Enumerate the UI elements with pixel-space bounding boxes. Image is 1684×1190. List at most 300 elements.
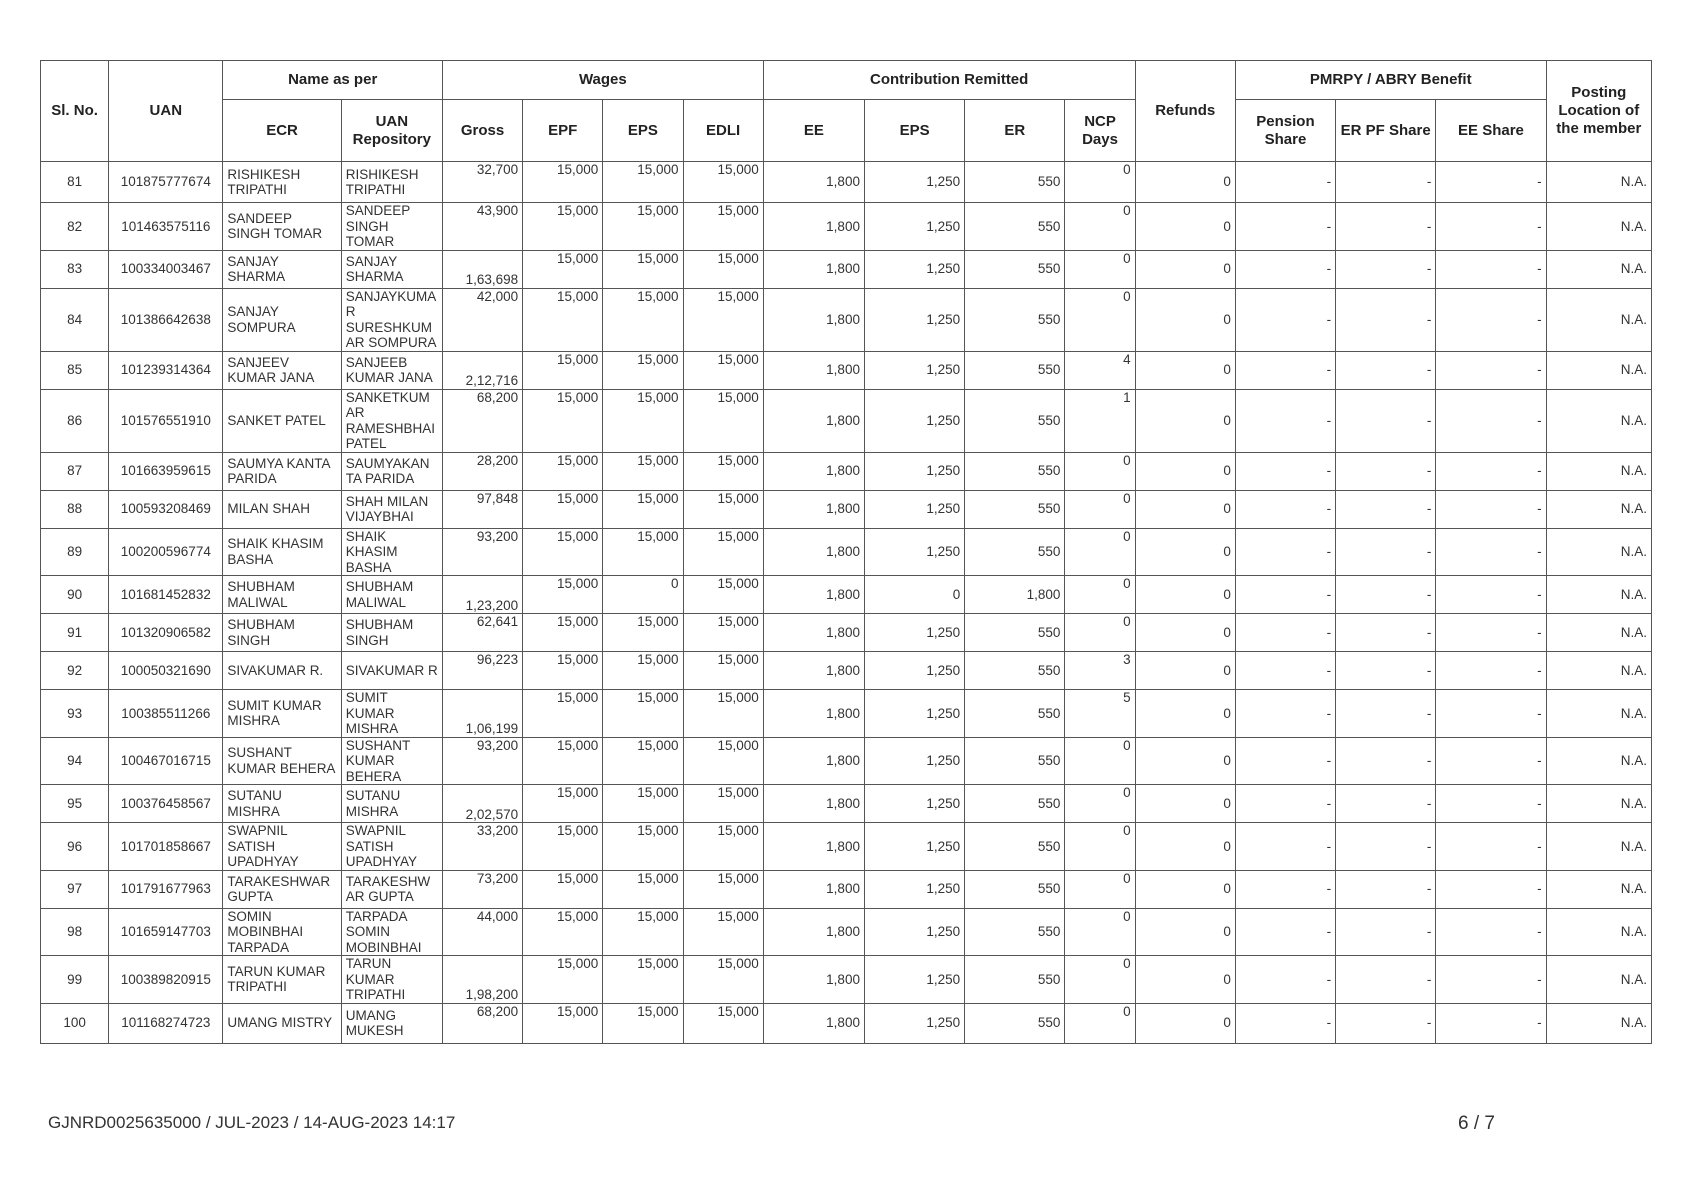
cell-ee-share: - — [1436, 870, 1546, 908]
cell-edli: 15,000 — [683, 389, 763, 452]
cell-ee: 1,800 — [763, 162, 864, 203]
cell-uan-repository-name: SAUMYAKAN TA PARIDA — [341, 452, 442, 490]
cell-pension-share: - — [1235, 908, 1335, 956]
cell-er-pf-share: - — [1336, 351, 1436, 389]
cell-epf: 15,000 — [523, 652, 603, 690]
cell-gross: 2,12,716 — [442, 351, 522, 389]
cell-ee: 1,800 — [763, 737, 864, 785]
cell-ecr-name: SANDEEP SINGH TOMAR — [223, 203, 341, 251]
cell-pension-share: - — [1235, 250, 1335, 288]
cell-er-pf-share: - — [1336, 203, 1436, 251]
table-row — [41, 690, 1652, 738]
cell-ee-share: - — [1436, 452, 1546, 490]
cell-ncp-days: 0 — [1065, 250, 1135, 288]
cell-refunds: 0 — [1135, 870, 1235, 908]
cell-ee: 1,800 — [763, 250, 864, 288]
cell-eps: 15,000 — [603, 490, 683, 528]
cell-posting-location: N.A. — [1546, 908, 1651, 956]
cell-gross: 43,900 — [442, 203, 522, 251]
cell-er-pf-share: - — [1336, 490, 1436, 528]
cell-epf: 15,000 — [523, 956, 603, 1004]
cell-sl-no: 82 — [41, 203, 109, 251]
cell-edli: 15,000 — [683, 203, 763, 251]
cell-er: 550 — [965, 785, 1065, 823]
cell-eps: 15,000 — [603, 1003, 683, 1043]
cell-er: 550 — [965, 528, 1065, 576]
header-posting-location: Posting Location of the member — [1546, 61, 1651, 162]
cell-ncp-days: 0 — [1065, 162, 1135, 203]
cell-posting-location: N.A. — [1546, 528, 1651, 576]
cell-er: 550 — [965, 908, 1065, 956]
cell-ecr-name: TARAKESHWAR GUPTA — [223, 870, 341, 908]
cell-er: 550 — [965, 737, 1065, 785]
cell-eps: 15,000 — [603, 452, 683, 490]
table-body — [41, 162, 1652, 1044]
cell-gross: 97,848 — [442, 490, 522, 528]
cell-ncp-days: 0 — [1065, 452, 1135, 490]
cell-ee-share: - — [1436, 528, 1546, 576]
cell-epf: 15,000 — [523, 690, 603, 738]
cell-eps-contribution: 1,250 — [864, 1003, 964, 1043]
cell-refunds: 0 — [1135, 203, 1235, 251]
cell-posting-location: N.A. — [1546, 785, 1651, 823]
cell-eps-contribution: 1,250 — [864, 490, 964, 528]
cell-ee-share: - — [1436, 389, 1546, 452]
cell-gross: 32,700 — [442, 162, 522, 203]
cell-sl-no: 92 — [41, 652, 109, 690]
cell-uan: 101681452832 — [109, 576, 223, 614]
cell-ee: 1,800 — [763, 203, 864, 251]
cell-pension-share: - — [1235, 389, 1335, 452]
cell-sl-no: 96 — [41, 823, 109, 871]
cell-ee: 1,800 — [763, 389, 864, 452]
cell-gross: 93,200 — [442, 737, 522, 785]
cell-eps-contribution: 1,250 — [864, 614, 964, 652]
cell-ecr-name: SHUBHAM MALIWAL — [223, 576, 341, 614]
cell-posting-location: N.A. — [1546, 250, 1651, 288]
cell-pension-share: - — [1235, 528, 1335, 576]
cell-gross: 33,200 — [442, 823, 522, 871]
cell-eps: 15,000 — [603, 614, 683, 652]
cell-ee: 1,800 — [763, 652, 864, 690]
cell-uan-repository-name: UMANG MUKESH — [341, 1003, 442, 1043]
document-reference: GJNRD0025635000 / JUL-2023 / 14-AUG-2023 14:17 — [48, 1113, 456, 1132]
cell-er-pf-share: - — [1336, 288, 1436, 351]
cell-er-pf-share: - — [1336, 652, 1436, 690]
cell-eps-contribution: 1,250 — [864, 908, 964, 956]
cell-ecr-name: SHAIK KHASIM BASHA — [223, 528, 341, 576]
cell-ee-share: - — [1436, 490, 1546, 528]
cell-sl-no: 100 — [41, 1003, 109, 1043]
cell-epf: 15,000 — [523, 490, 603, 528]
cell-eps-contribution: 1,250 — [864, 823, 964, 871]
cell-uan-repository-name: TARAKESHW AR GUPTA — [341, 870, 442, 908]
cell-pension-share: - — [1235, 823, 1335, 871]
cell-er-pf-share: - — [1336, 528, 1436, 576]
cell-gross: 2,02,570 — [442, 785, 522, 823]
cell-er-pf-share: - — [1336, 823, 1436, 871]
cell-edli: 15,000 — [683, 614, 763, 652]
cell-gross: 68,200 — [442, 1003, 522, 1043]
header-ee: EE — [763, 100, 864, 162]
cell-ee-share: - — [1436, 785, 1546, 823]
cell-eps-contribution: 1,250 — [864, 288, 964, 351]
cell-uan: 100389820915 — [109, 956, 223, 1004]
cell-eps: 15,000 — [603, 690, 683, 738]
cell-ee: 1,800 — [763, 490, 864, 528]
cell-ee-share: - — [1436, 956, 1546, 1004]
cell-refunds: 0 — [1135, 1003, 1235, 1043]
cell-eps: 15,000 — [603, 652, 683, 690]
cell-ncp-days: 0 — [1065, 490, 1135, 528]
cell-er: 550 — [965, 250, 1065, 288]
cell-er: 550 — [965, 452, 1065, 490]
cell-uan: 101875777674 — [109, 162, 223, 203]
cell-uan: 101463575116 — [109, 203, 223, 251]
cell-sl-no: 85 — [41, 351, 109, 389]
cell-epf: 15,000 — [523, 870, 603, 908]
cell-uan: 101320906582 — [109, 614, 223, 652]
cell-ncp-days: 4 — [1065, 351, 1135, 389]
cell-gross: 62,641 — [442, 614, 522, 652]
header-uan: UAN — [109, 61, 223, 162]
cell-edli: 15,000 — [683, 162, 763, 203]
cell-ncp-days: 0 — [1065, 1003, 1135, 1043]
cell-ncp-days: 0 — [1065, 908, 1135, 956]
cell-pension-share: - — [1235, 203, 1335, 251]
cell-er-pf-share: - — [1336, 785, 1436, 823]
cell-posting-location: N.A. — [1546, 576, 1651, 614]
cell-sl-no: 83 — [41, 250, 109, 288]
cell-ee-share: - — [1436, 351, 1546, 389]
cell-ee: 1,800 — [763, 823, 864, 871]
cell-er: 550 — [965, 823, 1065, 871]
cell-ecr-name: MILAN SHAH — [223, 490, 341, 528]
cell-eps: 15,000 — [603, 288, 683, 351]
cell-ee-share: - — [1436, 908, 1546, 956]
cell-uan: 101576551910 — [109, 389, 223, 452]
cell-uan: 101659147703 — [109, 908, 223, 956]
cell-uan: 100050321690 — [109, 652, 223, 690]
cell-refunds: 0 — [1135, 690, 1235, 738]
cell-refunds: 0 — [1135, 250, 1235, 288]
header-wages: Wages — [442, 61, 763, 100]
cell-uan-repository-name: SHAIK KHASIM BASHA — [341, 528, 442, 576]
cell-sl-no: 98 — [41, 908, 109, 956]
cell-ee: 1,800 — [763, 785, 864, 823]
cell-eps: 15,000 — [603, 737, 683, 785]
cell-uan: 101386642638 — [109, 288, 223, 351]
cell-ecr-name: SUSHANT KUMAR BEHERA — [223, 737, 341, 785]
header-pmrpy-abry: PMRPY / ABRY Benefit — [1235, 61, 1546, 100]
cell-refunds: 0 — [1135, 490, 1235, 528]
cell-sl-no: 91 — [41, 614, 109, 652]
cell-er: 550 — [965, 288, 1065, 351]
table-row — [41, 576, 1652, 614]
cell-pension-share: - — [1235, 576, 1335, 614]
cell-eps: 15,000 — [603, 203, 683, 251]
cell-uan: 101791677963 — [109, 870, 223, 908]
cell-sl-no: 88 — [41, 490, 109, 528]
cell-refunds: 0 — [1135, 162, 1235, 203]
page-number: 6 / 7 — [1458, 1113, 1495, 1134]
header-epf: EPF — [523, 100, 603, 162]
cell-edli: 15,000 — [683, 652, 763, 690]
cell-uan-repository-name: SANKETKUM AR RAMESHBHAI PATEL — [341, 389, 442, 452]
cell-epf: 15,000 — [523, 288, 603, 351]
cell-posting-location: N.A. — [1546, 652, 1651, 690]
cell-ee: 1,800 — [763, 690, 864, 738]
cell-uan: 100593208469 — [109, 490, 223, 528]
header-sl-no: Sl. No. — [41, 61, 109, 162]
table-row — [41, 528, 1652, 576]
cell-gross: 1,63,698 — [442, 250, 522, 288]
cell-ncp-days: 3 — [1065, 652, 1135, 690]
cell-refunds: 0 — [1135, 737, 1235, 785]
cell-refunds: 0 — [1135, 389, 1235, 452]
cell-eps: 0 — [603, 576, 683, 614]
cell-pension-share: - — [1235, 452, 1335, 490]
cell-eps: 15,000 — [603, 250, 683, 288]
table-row — [41, 288, 1652, 351]
cell-er: 550 — [965, 956, 1065, 1004]
cell-eps-contribution: 1,250 — [864, 452, 964, 490]
cell-ecr-name: SANJAY SOMPURA — [223, 288, 341, 351]
cell-er: 550 — [965, 203, 1065, 251]
header-er: ER — [965, 100, 1065, 162]
cell-gross: 42,000 — [442, 288, 522, 351]
cell-ee: 1,800 — [763, 956, 864, 1004]
cell-pension-share: - — [1235, 614, 1335, 652]
header-refunds: Refunds — [1135, 61, 1235, 162]
cell-er-pf-share: - — [1336, 162, 1436, 203]
cell-ecr-name: SUTANU MISHRA — [223, 785, 341, 823]
cell-er-pf-share: - — [1336, 1003, 1436, 1043]
cell-uan: 101168274723 — [109, 1003, 223, 1043]
table-row — [41, 870, 1652, 908]
cell-uan: 100200596774 — [109, 528, 223, 576]
cell-uan: 100385511266 — [109, 690, 223, 738]
cell-sl-no: 87 — [41, 452, 109, 490]
table-row — [41, 250, 1652, 288]
cell-epf: 15,000 — [523, 351, 603, 389]
cell-eps-contribution: 1,250 — [864, 785, 964, 823]
cell-pension-share: - — [1235, 351, 1335, 389]
cell-gross: 96,223 — [442, 652, 522, 690]
cell-er: 1,800 — [965, 576, 1065, 614]
cell-uan-repository-name: SHUBHAM SINGH — [341, 614, 442, 652]
cell-ee-share: - — [1436, 203, 1546, 251]
cell-uan-repository-name: SANJEEB KUMAR JANA — [341, 351, 442, 389]
cell-sl-no: 86 — [41, 389, 109, 452]
cell-uan-repository-name: RISHIKESH TRIPATHI — [341, 162, 442, 203]
header-name-as-per: Name as per — [223, 61, 443, 100]
cell-uan-repository-name: SANDEEP SINGH TOMAR — [341, 203, 442, 251]
header-pension-share: Pension Share — [1235, 100, 1335, 162]
cell-sl-no: 93 — [41, 690, 109, 738]
cell-er: 550 — [965, 1003, 1065, 1043]
cell-gross: 93,200 — [442, 528, 522, 576]
cell-er-pf-share: - — [1336, 956, 1436, 1004]
cell-ee: 1,800 — [763, 528, 864, 576]
cell-ee: 1,800 — [763, 908, 864, 956]
cell-er: 550 — [965, 490, 1065, 528]
table-row — [41, 351, 1652, 389]
cell-ncp-days: 0 — [1065, 528, 1135, 576]
cell-uan-repository-name: SHAH MILAN VIJAYBHAI — [341, 490, 442, 528]
cell-eps: 15,000 — [603, 528, 683, 576]
cell-ee-share: - — [1436, 288, 1546, 351]
cell-edli: 15,000 — [683, 288, 763, 351]
cell-epf: 15,000 — [523, 1003, 603, 1043]
cell-eps-contribution: 1,250 — [864, 737, 964, 785]
cell-uan-repository-name: TARUN KUMAR TRIPATHI — [341, 956, 442, 1004]
cell-epf: 15,000 — [523, 737, 603, 785]
cell-refunds: 0 — [1135, 288, 1235, 351]
cell-uan: 100334003467 — [109, 250, 223, 288]
cell-edli: 15,000 — [683, 870, 763, 908]
cell-ee-share: - — [1436, 652, 1546, 690]
cell-edli: 15,000 — [683, 576, 763, 614]
cell-posting-location: N.A. — [1546, 288, 1651, 351]
cell-ecr-name: TARUN KUMAR TRIPATHI — [223, 956, 341, 1004]
cell-ncp-days: 0 — [1065, 823, 1135, 871]
cell-eps: 15,000 — [603, 956, 683, 1004]
cell-er-pf-share: - — [1336, 908, 1436, 956]
cell-sl-no: 89 — [41, 528, 109, 576]
cell-ecr-name: SHUBHAM SINGH — [223, 614, 341, 652]
header-ecr: ECR — [223, 100, 341, 162]
cell-edli: 15,000 — [683, 785, 763, 823]
cell-uan-repository-name: SIVAKUMAR R — [341, 652, 442, 690]
cell-edli: 15,000 — [683, 1003, 763, 1043]
cell-sl-no: 84 — [41, 288, 109, 351]
cell-edli: 15,000 — [683, 351, 763, 389]
cell-ncp-days: 0 — [1065, 576, 1135, 614]
cell-refunds: 0 — [1135, 785, 1235, 823]
cell-ecr-name: SANJEEV KUMAR JANA — [223, 351, 341, 389]
cell-ee-share: - — [1436, 614, 1546, 652]
cell-eps-contribution: 1,250 — [864, 870, 964, 908]
cell-refunds: 0 — [1135, 351, 1235, 389]
cell-refunds: 0 — [1135, 614, 1235, 652]
cell-ncp-days: 0 — [1065, 614, 1135, 652]
cell-pension-share: - — [1235, 785, 1335, 823]
table-row — [41, 785, 1652, 823]
cell-er-pf-share: - — [1336, 452, 1436, 490]
cell-uan-repository-name: SHUBHAM MALIWAL — [341, 576, 442, 614]
cell-posting-location: N.A. — [1546, 351, 1651, 389]
cell-uan: 100467016715 — [109, 737, 223, 785]
cell-eps-contribution: 0 — [864, 576, 964, 614]
header-eps-contribution: EPS — [864, 100, 964, 162]
table-row — [41, 737, 1652, 785]
header-ee-share: EE Share — [1436, 100, 1546, 162]
cell-posting-location: N.A. — [1546, 956, 1651, 1004]
cell-gross: 1,98,200 — [442, 956, 522, 1004]
cell-eps-contribution: 1,250 — [864, 528, 964, 576]
cell-pension-share: - — [1235, 490, 1335, 528]
cell-uan-repository-name: SWAPNIL SATISH UPADHYAY — [341, 823, 442, 871]
cell-er-pf-share: - — [1336, 389, 1436, 452]
cell-ee-share: - — [1436, 823, 1546, 871]
cell-er: 550 — [965, 870, 1065, 908]
cell-epf: 15,000 — [523, 614, 603, 652]
cell-ee-share: - — [1436, 1003, 1546, 1043]
cell-ee-share: - — [1436, 690, 1546, 738]
cell-ecr-name: SIVAKUMAR R. — [223, 652, 341, 690]
cell-posting-location: N.A. — [1546, 690, 1651, 738]
cell-epf: 15,000 — [523, 389, 603, 452]
cell-edli: 15,000 — [683, 908, 763, 956]
cell-pension-share: - — [1235, 1003, 1335, 1043]
cell-eps: 15,000 — [603, 351, 683, 389]
header-edli: EDLI — [683, 100, 763, 162]
cell-epf: 15,000 — [523, 250, 603, 288]
cell-ee: 1,800 — [763, 614, 864, 652]
header-ncp-days: NCP Days — [1065, 100, 1135, 162]
cell-refunds: 0 — [1135, 823, 1235, 871]
cell-eps: 15,000 — [603, 785, 683, 823]
cell-posting-location: N.A. — [1546, 203, 1651, 251]
cell-pension-share: - — [1235, 162, 1335, 203]
cell-eps-contribution: 1,250 — [864, 652, 964, 690]
cell-uan-repository-name: SUTANU MISHRA — [341, 785, 442, 823]
cell-ncp-days: 0 — [1065, 870, 1135, 908]
cell-edli: 15,000 — [683, 823, 763, 871]
cell-ecr-name: UMANG MISTRY — [223, 1003, 341, 1043]
cell-posting-location: N.A. — [1546, 614, 1651, 652]
cell-eps: 15,000 — [603, 162, 683, 203]
cell-ee: 1,800 — [763, 452, 864, 490]
cell-gross: 73,200 — [442, 870, 522, 908]
cell-sl-no: 81 — [41, 162, 109, 203]
cell-edli: 15,000 — [683, 690, 763, 738]
cell-ncp-days: 0 — [1065, 785, 1135, 823]
cell-ee-share: - — [1436, 737, 1546, 785]
cell-edli: 15,000 — [683, 528, 763, 576]
cell-ncp-days: 5 — [1065, 690, 1135, 738]
cell-ee-share: - — [1436, 162, 1546, 203]
cell-gross: 1,23,200 — [442, 576, 522, 614]
cell-er-pf-share: - — [1336, 576, 1436, 614]
table-row — [41, 389, 1652, 452]
cell-uan-repository-name: SUSHANT KUMAR BEHERA — [341, 737, 442, 785]
cell-edli: 15,000 — [683, 490, 763, 528]
cell-pension-share: - — [1235, 737, 1335, 785]
table-row — [41, 652, 1652, 690]
cell-ee: 1,800 — [763, 1003, 864, 1043]
cell-epf: 15,000 — [523, 203, 603, 251]
cell-edli: 15,000 — [683, 250, 763, 288]
cell-sl-no: 94 — [41, 737, 109, 785]
cell-posting-location: N.A. — [1546, 870, 1651, 908]
cell-ecr-name: SWAPNIL SATISH UPADHYAY — [223, 823, 341, 871]
cell-epf: 15,000 — [523, 162, 603, 203]
cell-er-pf-share: - — [1336, 250, 1436, 288]
header-uan-repository: UAN Repository — [341, 100, 442, 162]
cell-ee: 1,800 — [763, 576, 864, 614]
cell-er: 550 — [965, 690, 1065, 738]
cell-ee: 1,800 — [763, 351, 864, 389]
cell-ecr-name: RISHIKESH TRIPATHI — [223, 162, 341, 203]
cell-ecr-name: SANJAY SHARMA — [223, 250, 341, 288]
header-contribution-remitted: Contribution Remitted — [763, 61, 1135, 100]
cell-uan-repository-name: SANJAY SHARMA — [341, 250, 442, 288]
cell-ecr-name: SOMIN MOBINBHAI TARPADA — [223, 908, 341, 956]
cell-ecr-name: SAUMYA KANTA PARIDA — [223, 452, 341, 490]
cell-eps: 15,000 — [603, 823, 683, 871]
